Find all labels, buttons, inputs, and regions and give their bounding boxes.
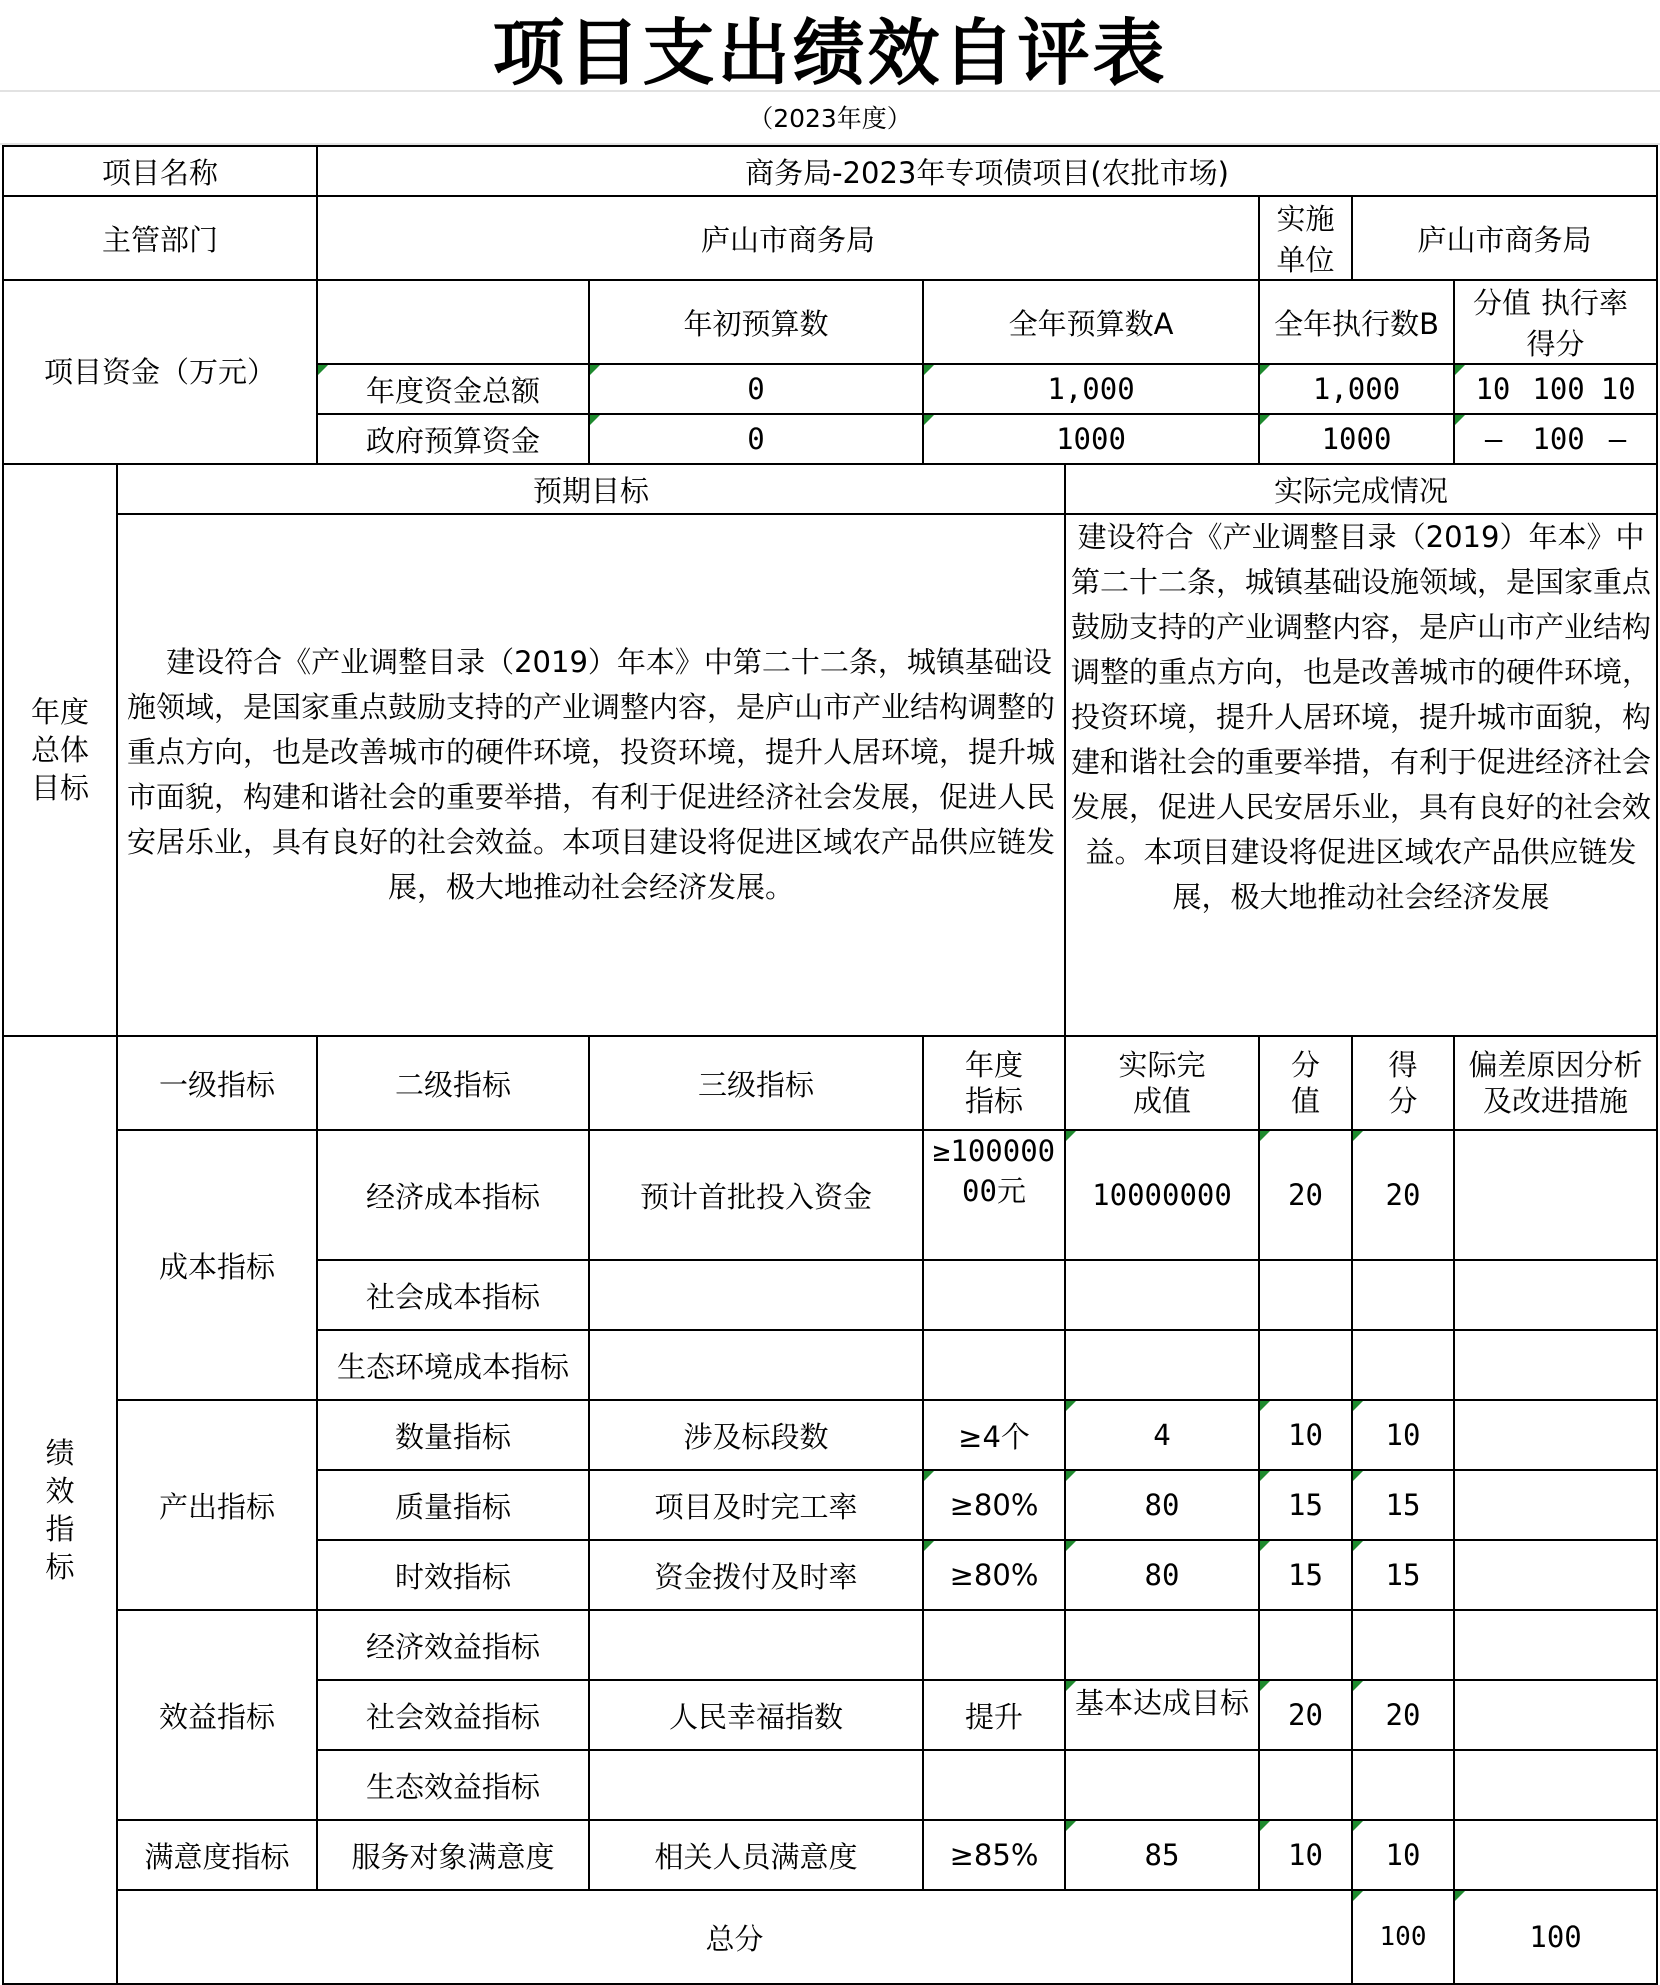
score-cell[interactable]: 10 [1352,1400,1454,1470]
score-cell[interactable]: 20 [1352,1680,1454,1750]
actual-cell[interactable] [1065,1680,1259,1750]
header-score: 得分 [1352,1036,1454,1130]
score-cell[interactable]: 15 [1352,1470,1454,1540]
target-cell[interactable] [923,1330,1065,1400]
actual-cell[interactable] [1065,1330,1259,1400]
funds-header-rate: 执行率 [1541,286,1629,320]
total-row [3,1890,1657,1984]
funds-score-value[interactable]: 10 [1600,372,1636,406]
funds-header-score: 得分 [1526,327,1585,361]
actual-text: 基本达成目标 [1075,1686,1250,1720]
target-cell[interactable] [923,1260,1065,1330]
funds-annual-value[interactable]: 1000 [923,414,1259,464]
level2-cell: 时效指标 [317,1540,589,1610]
weight-cell[interactable] [1259,1330,1352,1400]
weight-cell[interactable] [1259,1610,1352,1680]
analysis-cell[interactable] [1454,1470,1657,1540]
actual-completion-text[interactable] [1065,514,1657,1036]
level3-cell[interactable]: 人民幸福指数 [589,1680,923,1750]
score-cell[interactable]: 15 [1352,1540,1454,1610]
funds-label: 项目资金（万元） [3,280,317,464]
weight-cell[interactable]: 15 [1259,1470,1352,1540]
level2-cell: 生态效益指标 [317,1750,589,1820]
analysis-cell[interactable] [1454,1130,1657,1260]
weight-cell[interactable]: 10 [1259,1820,1352,1890]
level3-cell[interactable]: 项目及时完工率 [589,1470,923,1540]
department-label: 主管部门 [3,196,317,280]
level2-cell: 社会成本指标 [317,1260,589,1330]
actual-cell[interactable]: 10000000 [1065,1130,1259,1260]
funds-rate-value[interactable]: 100 [1532,422,1585,456]
actual-completion-paragraph: 建设符合《产业调整目录（2019）年本》中第二十二条，城镇基础设施领域，是国家重点鼓励支持的产业调整内容，是庐山市产业结构调整的重点方向，也是改善城市的硬件环境，投资环境，提升人居环境，提升城市面貌，构建和谐社会的重要举措，有利于促进经济社会发展，促进人民安居乐业，具有良好的社会效益。本项目建设将促进区域农产品供应链发展，极大地推动社会经济发展 [1071,520,1652,914]
implementing-unit-label: 实施单位 [1259,196,1352,280]
expected-goal-header: 预期目标 [117,464,1065,514]
score-cell[interactable]: 20 [1352,1130,1454,1260]
level1-output: 产出指标 [117,1400,317,1610]
header-level1: 一级指标 [117,1036,317,1130]
weight-cell[interactable] [1259,1260,1352,1330]
level2-cell: 生态环境成本指标 [317,1330,589,1400]
actual-cell[interactable]: 4 [1065,1400,1259,1470]
level3-cell[interactable] [589,1260,923,1330]
funds-annual-value[interactable]: 1,000 [923,364,1259,414]
funds-header-row [3,280,1657,364]
target-cell[interactable] [923,1610,1065,1680]
header-analysis: 偏差原因分析及改进措施 [1454,1036,1657,1130]
level3-cell[interactable] [589,1750,923,1820]
performance-label [3,1036,117,1984]
funds-header-initial: 年初预算数 [589,280,923,364]
weight-cell[interactable]: 10 [1259,1400,1352,1470]
evaluation-table [2,145,1658,1985]
target-cell[interactable] [923,1750,1065,1820]
level1-benefit: 效益指标 [117,1610,317,1820]
score-cell[interactable] [1352,1750,1454,1820]
funds-header-weight: 分值 [1473,286,1532,320]
analysis-cell[interactable] [1454,1680,1657,1750]
actual-cell[interactable] [1065,1750,1259,1820]
department-row [3,196,1657,280]
funds-blank-header [317,280,589,364]
page-subtitle: （2023年度） [748,104,912,133]
project-name-row [3,146,1657,196]
level1-cost: 成本指标 [117,1130,317,1400]
analysis-cell[interactable] [1454,1820,1657,1890]
actual-cell[interactable]: 80 [1065,1540,1259,1610]
funds-weight-rate-score [1454,364,1657,414]
analysis-cell[interactable] [1454,1610,1657,1680]
indicator-header-row [3,1036,1657,1130]
analysis-cell[interactable] [1454,1260,1657,1330]
level2-cell: 服务对象满意度 [317,1820,589,1890]
weight-cell[interactable]: 20 [1259,1680,1352,1750]
department-value[interactable]: 庐山市商务局 [317,196,1259,280]
funds-initial-value[interactable]: 0 [589,414,923,464]
score-cell[interactable] [1352,1610,1454,1680]
actual-cell[interactable] [1065,1260,1259,1330]
funds-header-weight-rate-score [1454,280,1657,364]
target-cell[interactable] [923,1130,1065,1260]
funds-row-label: 年度资金总额 [317,364,589,414]
analysis-cell[interactable] [1454,1400,1657,1470]
level3-cell[interactable] [589,1610,923,1680]
score-cell[interactable] [1352,1260,1454,1330]
funds-weight-value[interactable]: — [1484,422,1503,456]
header-level2: 二级指标 [317,1036,589,1130]
analysis-cell[interactable] [1454,1330,1657,1400]
funds-weight-rate-score [1454,414,1657,464]
performance-label-text: 绩效指标 [45,1436,75,1584]
score-cell[interactable] [1352,1330,1454,1400]
total-score[interactable]: 100 [1454,1890,1657,1984]
level2-cell: 质量指标 [317,1470,589,1540]
project-name-value[interactable]: 商务局-2023年专项债项目(农批市场) [317,146,1657,196]
funds-executed-value[interactable]: 1000 [1259,414,1454,464]
level1-satisfaction: 满意度指标 [117,1820,317,1890]
funds-initial-value[interactable]: 0 [589,364,923,414]
target-cell[interactable]: ≥80% [923,1470,1065,1540]
analysis-cell[interactable] [1454,1750,1657,1820]
goals-header-row [3,464,1657,514]
weight-cell[interactable] [1259,1750,1352,1820]
analysis-cell[interactable] [1454,1540,1657,1610]
level3-cell[interactable]: 资金拨付及时率 [589,1540,923,1610]
total-weight[interactable]: 100 [1352,1890,1454,1984]
indicator-row [3,1130,1657,1260]
project-name-label: 项目名称 [3,146,317,196]
header-level3: 三级指标 [589,1036,923,1130]
level2-cell: 经济成本指标 [317,1130,589,1260]
indicator-row [3,1400,1657,1470]
weight-cell[interactable]: 20 [1259,1130,1352,1260]
header-actual: 实际完成值 [1065,1036,1259,1130]
level3-cell[interactable] [589,1330,923,1400]
implementing-unit-value[interactable]: 庐山市商务局 [1352,196,1657,280]
expected-goal-paragraph: 建设符合《产业调整目录（2019）年本》中第二十二条，城镇基础设施领域，是国家重点鼓励支持的产业调整内容，是庐山市产业结构调整的重点方向，也是改善城市的硬件环境，投资环境，提升人居环境，提升城市面貌，构建和谐社会的重要举措，有利于促进经济社会发展，促进人民安居乐业，具有良好的社会效益。本项目建设将促进区域农产品供应链发展，极大地推动社会经济发展。 [127,645,1056,904]
target-text: ≥10000000元 [932,1134,1056,1208]
actual-cell[interactable]: 85 [1065,1820,1259,1890]
target-cell[interactable]: ≥80% [923,1540,1065,1610]
expected-goal-text[interactable] [117,514,1065,1036]
target-cell[interactable]: ≥4个 [923,1400,1065,1470]
actual-completion-header: 实际完成情况 [1065,464,1657,514]
level2-cell: 经济效益指标 [317,1610,589,1680]
header-target: 年度指标 [923,1036,1065,1130]
level3-cell[interactable]: 预计首批投入资金 [589,1130,923,1260]
level3-cell[interactable]: 涉及标段数 [589,1400,923,1470]
level2-cell: 数量指标 [317,1400,589,1470]
total-label: 总分 [117,1890,1352,1984]
funds-weight-value[interactable]: 10 [1475,372,1511,406]
actual-cell[interactable] [1065,1610,1259,1680]
weight-cell[interactable]: 15 [1259,1540,1352,1610]
annual-goals-label: 年度总体目标 [3,464,117,1036]
indicator-row [3,1820,1657,1890]
goals-text-row [3,514,1657,1036]
funds-score-value[interactable]: — [1608,422,1627,456]
target-cell[interactable]: ≥85% [923,1820,1065,1890]
level2-cell: 社会效益指标 [317,1680,589,1750]
funds-header-executed: 全年执行数B [1259,280,1454,364]
actual-cell[interactable]: 80 [1065,1470,1259,1540]
funds-executed-value[interactable]: 1,000 [1259,364,1454,414]
target-cell[interactable]: 提升 [923,1680,1065,1750]
indicator-row [3,1610,1657,1680]
header-weight: 分值 [1259,1036,1352,1130]
score-cell[interactable]: 10 [1352,1820,1454,1890]
level3-cell[interactable]: 相关人员满意度 [589,1820,923,1890]
funds-rate-value[interactable]: 100 [1532,372,1585,406]
funds-row-label: 政府预算资金 [317,414,589,464]
funds-header-annual: 全年预算数A [923,280,1259,364]
page-title: 项目支出绩效自评表 [492,10,1168,95]
